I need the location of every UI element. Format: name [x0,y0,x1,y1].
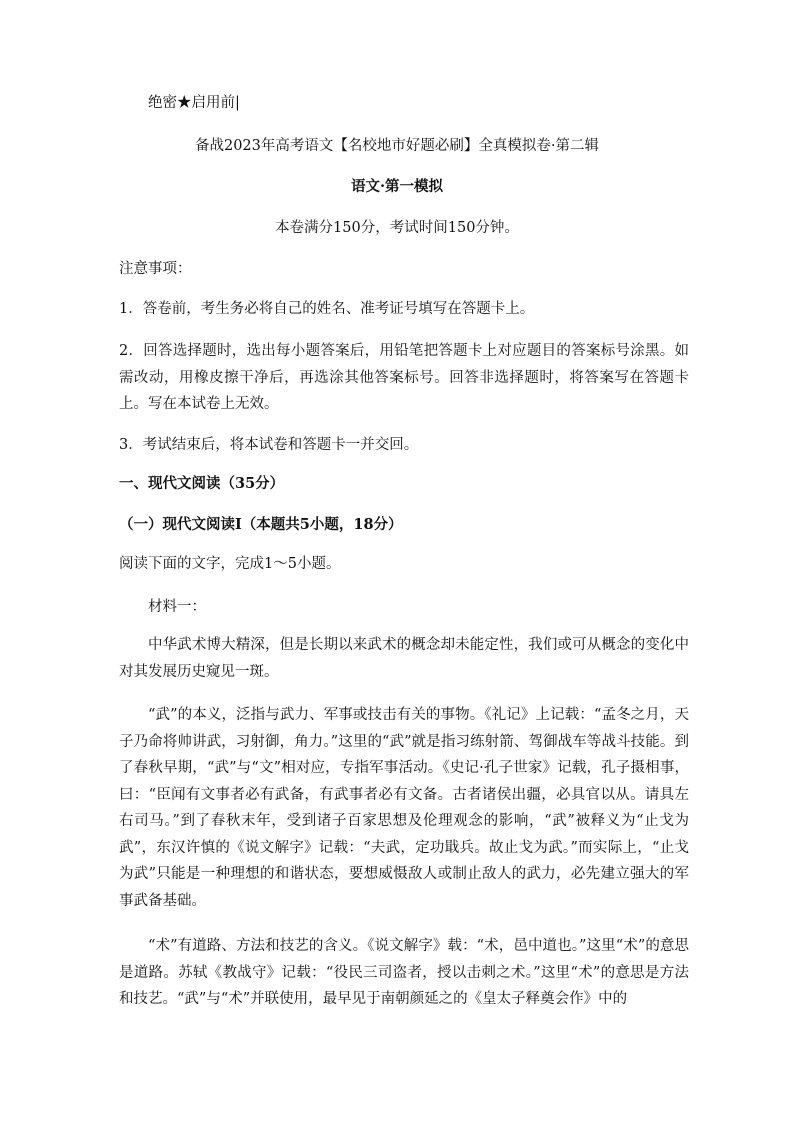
paragraph-2: “武”的本义，泛指与武力、军事或技击有关的事物。《礼记》上记载：“孟冬之月，天子乃命将帅讲武，习射御，角力。”这里的“武”就是指习练射箭、驾御战车等战斗技能。到了春秋早期，“武”与“文”相对应，专指军事活动。《史记·孔子世家》记载，孔子摄相事，曰：“臣闻有文事者必有武备，有武事者必有文备。古者诸侯出疆，必具官以从。请具左右司马。”到了春秋末年，受到诸子百家思想及伦理观念的影响，“武”被释义为“止戈为武”，东汉许慎的《说文解字》记载：“夫武，定功戢兵。故止戈为武。”而实际上，“止戈为武”只能是一种理想的和谐状态，要想威慑敌人或制止敌人的武力，必先建立强大的军事武备基础。 [119,707,689,909]
paragraph-1: 中华武术博大精深，但是长期以来武术的概念却未能定性，我们或可从概念的变化中对其发展历史窥见一斑。 [119,637,689,680]
reading-instruction: 阅读下面的文字，完成1～5小题。 [119,556,341,572]
page-subtitle: 语文·第一模拟 [350,178,444,195]
material-label: 材料一： [148,599,206,615]
note-item-1: 1．答卷前，考生务必将自己的姓名、准考证号填写在答题卡上。 [119,301,535,317]
sub-section-heading: （一）现代文阅读Ⅰ（本题共5小题，18分） [119,516,403,533]
secret-label: 绝密★启用前| [148,95,240,111]
notes-heading: 注意事项： [119,261,192,277]
exam-info: 本卷满分150分，考试时间150分钟。 [275,220,519,236]
note-item-2: 2．回答选择题时，选出每小题答案后，用铅笔把答题卡上对应题目的答案标号涂黑。如需改动，用橡皮擦干净后，再选涂其他答案标号。回答非选择题时，将答案写在答题卡上。写在本试卷上无效。 [119,343,689,412]
page-title: 备战2023年高考语文【名校地市好题必刷】全真模拟卷·第二辑 [194,138,599,154]
note-item-3: 3．考试结束后，将本试卷和答题卡一并交回。 [119,437,419,453]
section-heading: 一、现代文阅读（35分） [119,475,285,492]
paragraph-3: “术”有道路、方法和技艺的含义。《说文解字》载：“术，邑中道也。”这里“术”的意思是道路。苏轼《教战守》记载：“役民三司盗者，授以击刺之术。”这里“术”的意思是方法和技艺。“武”与“术”并联使用，最早见于南朝颜延之的《皇太子释奠会作》中的 [119,938,689,1007]
